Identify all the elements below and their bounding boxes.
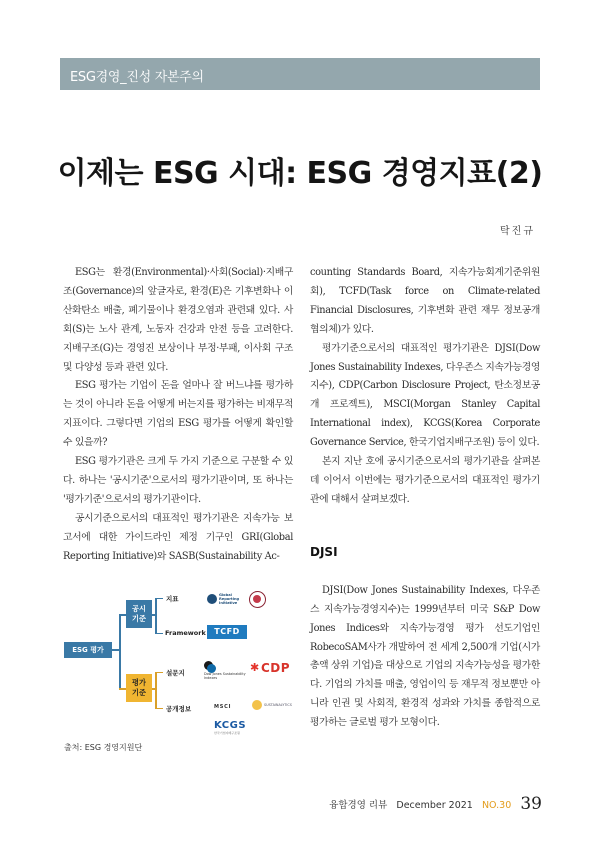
dow-jones-logo bbox=[204, 661, 256, 681]
section-heading: DJSI bbox=[310, 544, 338, 559]
connector-line bbox=[119, 688, 126, 690]
survey-label: 설문지 bbox=[166, 669, 185, 677]
body-paragraph: counting Standards Board, 지속가능회계기준위원회), TCFD(Task force on Climate-related Financial Disclosures, 기후변화 관련 재무 정보공개 협의체)가 있다. bbox=[310, 267, 540, 335]
indicator-label: 지표 bbox=[166, 595, 179, 603]
kcgs-logo-text: KCGS bbox=[214, 720, 247, 731]
body-paragraph: ESG 평가기관은 크게 두 가지 기준으로 구분할 수 있다. 하나는 '공시기준'으로서의 평가기관이며, 또 하나는 '평가기준'으로서의 평가기관이다. bbox=[63, 456, 293, 505]
connector-line bbox=[155, 633, 163, 634]
tcfd-logo: TCFD bbox=[207, 625, 247, 639]
disclosure-standard-node bbox=[126, 600, 152, 628]
gri-icon bbox=[207, 594, 217, 604]
connector-line bbox=[155, 598, 163, 599]
left-column bbox=[63, 264, 293, 567]
body-paragraph: 평가기준으로서의 대표적인 평가기관은 DJSI(Dow Jones Sustainability Indexes, 다우존스 지속가능경영지수), CDP(Carbon Disclosure Project, 탄소정보공개 프로젝트), MSCI(Morgan Stanley Capital International index), KCGS(Korea Corporate Governance Service, 한국기업지배구조원) 등이 있다. bbox=[310, 342, 540, 449]
disclosure-standard-label: 공시 기준 bbox=[132, 604, 146, 623]
framework-label: Framework bbox=[165, 629, 206, 637]
figure-source: 출처: ESG 경영지원단 bbox=[64, 743, 143, 752]
sustainalytics-logo-text: SUSTAINALYTICS bbox=[264, 703, 292, 707]
sustainalytics-logo bbox=[252, 700, 292, 712]
category-label: ESG경영_진성 자본주의 bbox=[70, 70, 204, 85]
right-column bbox=[310, 264, 540, 733]
dj-logo-text: Dow Jones Sustainability Indexes bbox=[204, 672, 246, 680]
body-paragraph: ESG는 환경(Environmental)·사회(Social)·지배구조(Governance)의 앞글자로, 환경(E)은 기후변화나 이산화탄소 배출, 폐기물이나 환경오염과 관련돼 있다. 사회(S)는 노사 관계, 노동자 건강과 안전 등을 고려한다. 지배구조(G)는 경영진 보상이나 부정·부패, 이사회 구조 및 다양성 등과 관련 있다. bbox=[63, 267, 293, 373]
issue-date: December 2021 bbox=[396, 800, 473, 811]
esg-evaluation-node: ESG 평가 bbox=[64, 642, 112, 658]
connector-line bbox=[155, 598, 157, 634]
evaluation-standard-node bbox=[126, 674, 152, 702]
connector-line bbox=[155, 708, 163, 709]
body-paragraph: 본지 지난 호에 공시기준으로서의 평가기관을 살펴본 데 이어서 이번에는 평가기준으로서의 대표적인 평가기관에 대해서 살펴보겠다. bbox=[310, 456, 540, 505]
sun-icon bbox=[252, 700, 262, 710]
cdp-logo-text: CDP bbox=[261, 661, 291, 675]
connector-line bbox=[155, 672, 163, 673]
public-info-label: 공개정보 bbox=[166, 705, 192, 713]
connector-line bbox=[119, 614, 121, 690]
category-band bbox=[60, 58, 540, 90]
sasb-logo-icon bbox=[249, 591, 266, 608]
magazine-name: 융합경영 리뷰 bbox=[329, 800, 388, 811]
connector-line bbox=[155, 672, 157, 709]
issue-number: NO.30 bbox=[481, 800, 512, 811]
gri-logo bbox=[207, 592, 243, 608]
sasb-inner-icon bbox=[253, 595, 261, 603]
msci-logo: MSCI bbox=[214, 704, 232, 710]
article-title: 이제는 ESG 시대: ESG 경영지표(2) bbox=[57, 156, 543, 191]
article-author: 탁진규 bbox=[500, 226, 535, 237]
kcgs-logo-subtext: 한국기업지배구조원 bbox=[214, 731, 241, 735]
cdp-mark-icon: ✱ bbox=[250, 661, 260, 674]
esg-evaluation-diagram bbox=[64, 586, 294, 736]
page-number: 39 bbox=[520, 794, 542, 814]
connector-line bbox=[119, 614, 126, 616]
body-paragraph: 공시기준으로서의 대표적인 평가기관은 지속가능 보고서에 대한 가이드라인 제정 기구인 GRI(Global Reporting Initiative)와 SASB(Sustainability Ac- bbox=[63, 512, 293, 562]
body-paragraph: ESG 평가는 기업이 돈을 얼마나 잘 버느냐를 평가하는 것이 아니라 돈을 어떻게 버는지를 평가하는 비재무적 지표이다. 그렇다면 기업의 ESG 평가를 어떻게 확인할 수 있을까? bbox=[63, 380, 293, 449]
kcgs-logo bbox=[214, 720, 246, 735]
evaluation-standard-label: 평가 기준 bbox=[132, 678, 146, 697]
body-paragraph: DJSI(Dow Jones Sustainability Indexes, 다우존스 지속가능경영지수)는 1999년부터 미국 S&P Dow Jones Indices와 지속가능경영 평가 선도기업인 RobecoSAM사가 개발하여 전 세계 2,500개 기업(시가총액 상위 기업)을 대상으로 기업의 지속가능성을 평가한다. 기업의 가치를 매출, 영업이익 등 재무적 정보뿐만 아니라 인권 및 사회적, 환경적 성과와 가치를 종합적으로 평가하는 글로벌 평가 모형이다. bbox=[310, 584, 540, 729]
gri-logo-text: Global Reporting Initiative bbox=[219, 593, 240, 606]
page-footer bbox=[329, 793, 542, 813]
